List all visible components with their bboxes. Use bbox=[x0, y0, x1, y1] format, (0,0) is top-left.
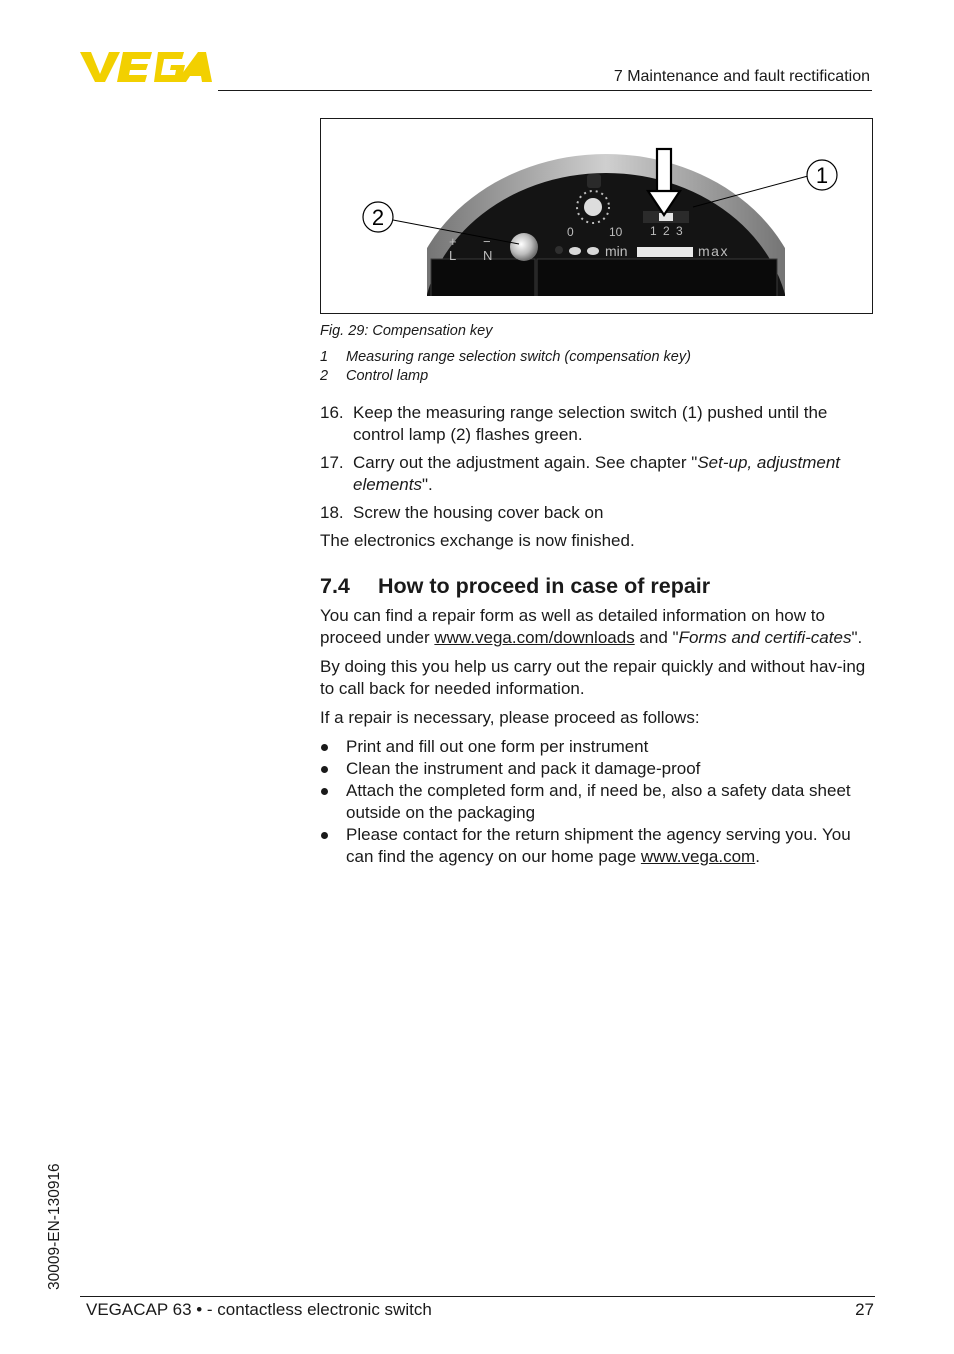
forms-reference: Forms and certifi-cates bbox=[678, 628, 852, 647]
vega-home-link[interactable]: www.vega.com bbox=[640, 847, 756, 866]
repair-paragraph-2: By doing this you help us carry out the repair quickly and without hav-ing to call back for needed information. bbox=[320, 657, 866, 698]
list-item: Attach the completed form and, if need be, also a safety data sheet outside on the packaging bbox=[320, 780, 876, 824]
figure-legend-item bbox=[320, 349, 691, 365]
step-number: 17. bbox=[320, 453, 344, 472]
figure-legend-item bbox=[320, 368, 428, 384]
section-heading bbox=[320, 575, 876, 597]
step-text: Screw the housing cover back on bbox=[353, 503, 604, 522]
switch-label-3: 3 bbox=[676, 224, 683, 238]
chapter-reference: Set-up, adjustment elements bbox=[353, 453, 841, 494]
device-illustration bbox=[321, 119, 872, 313]
min-max-slider bbox=[637, 247, 693, 257]
document-id: 30009-EN-130916 bbox=[46, 1163, 63, 1290]
figure-caption: Fig. 29: Compensation key bbox=[320, 323, 493, 339]
footer-rule bbox=[80, 1296, 875, 1297]
step-18 bbox=[320, 502, 876, 524]
control-lamp bbox=[510, 233, 538, 261]
callout-1 bbox=[807, 160, 837, 190]
section-title: How to proceed in case of repair bbox=[378, 574, 711, 598]
repair-paragraph-3: If a repair is necessary, please proceed as follows: bbox=[320, 708, 700, 727]
step-17 bbox=[320, 452, 876, 496]
range-switch bbox=[643, 211, 689, 238]
header-rule bbox=[218, 90, 872, 91]
footer-product: VEGACAP 63 • - contactless electronic switch bbox=[86, 1300, 432, 1319]
label-L: L bbox=[449, 248, 457, 263]
label-min: min bbox=[605, 243, 628, 259]
callout-2 bbox=[363, 202, 393, 232]
list-item: Please contact for the return shipment the agency serving you. You can find the agency on our home page www.vega.com. bbox=[320, 824, 876, 868]
repair-steps-list bbox=[320, 736, 876, 868]
step-number: 18. bbox=[320, 503, 344, 522]
repair-paragraph-1: You can find a repair form as well as detailed information on how to proceed under www.vega.com/downloads and "Forms and certifi-cates". bbox=[320, 606, 863, 647]
svg-text:1: 1 bbox=[815, 163, 829, 188]
dial-label-0: 0 bbox=[567, 225, 574, 239]
switch-label-1: 1 bbox=[650, 224, 657, 238]
housing bbox=[406, 141, 806, 313]
list-item: Print and fill out one form per instrument bbox=[320, 736, 876, 758]
page-number: 27 bbox=[855, 1300, 874, 1319]
section-number: 7.4 bbox=[320, 574, 350, 598]
dial-label-10: 10 bbox=[609, 225, 623, 239]
step-number: 16. bbox=[320, 403, 344, 422]
step-text: Carry out the adjustment again. See chapter "Set-up, adjustment elements". bbox=[353, 453, 841, 494]
label-max: max bbox=[698, 243, 729, 259]
label-minus: − bbox=[483, 234, 491, 249]
header-section-title: 7 Maintenance and fault rectification bbox=[613, 68, 870, 85]
downloads-link[interactable]: www.vega.com/downloads bbox=[434, 628, 635, 647]
switch-label-2: 2 bbox=[663, 224, 670, 238]
legend-text: Measuring range selection switch (compensation key) bbox=[346, 349, 691, 365]
list-item: Clean the instrument and pack it damage-proof bbox=[320, 758, 876, 780]
legend-text: Control lamp bbox=[346, 368, 429, 384]
vega-logo bbox=[80, 50, 212, 84]
svg-text:2: 2 bbox=[371, 205, 385, 230]
legend-number: 1 bbox=[320, 349, 329, 365]
legend-number: 2 bbox=[320, 368, 329, 384]
label-plus: + bbox=[449, 234, 457, 249]
figure-compensation-key bbox=[320, 118, 873, 314]
finished-text: The electronics exchange is now finished. bbox=[320, 531, 635, 550]
step-text: Keep the measuring range selection switch (1) pushed until the control lamp (2) flashes green. bbox=[353, 403, 828, 444]
label-N: N bbox=[483, 248, 493, 263]
step-16 bbox=[320, 402, 876, 446]
main-content bbox=[320, 402, 876, 868]
